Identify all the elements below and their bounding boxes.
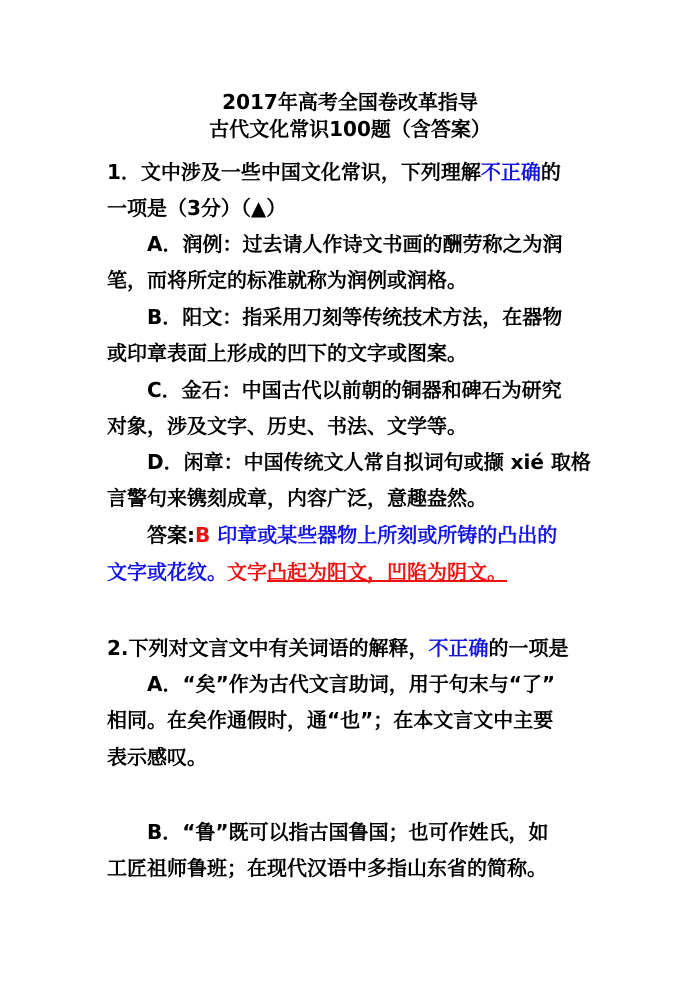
- q1-option-b-line2: 或印章表面上形成的凹下的文字或图案。: [107, 341, 467, 365]
- q1-stem-line2: 一项是（3分）（▲）: [107, 196, 287, 220]
- q1-answer-note-underlined: 凸起为阳文，凹陷为阴文。: [267, 560, 507, 584]
- document-title-line1: 2017年高考全国卷改革指导: [222, 90, 478, 114]
- q1-stem-emphasis: 不正确: [480, 160, 541, 184]
- q2-stem-line1: [107, 634, 569, 662]
- q1-option-a-line2: 笔，而将所定的标准就称为润例或润格。: [107, 268, 467, 292]
- q1-stem-text: 1．文中涉及一些中国文化常识，下列理解: [107, 160, 481, 184]
- q1-answer-line1: [147, 521, 557, 549]
- q2-stem-text: 2.下列对文言文中有关词语的解释，: [107, 636, 429, 660]
- q1-option-d-line1: [147, 448, 591, 476]
- q1-answer-explanation: 印章或某些器物上所刻或所铸的凸出的: [210, 523, 558, 547]
- q1-option-b-line1: B．阳文：指采用刀刻等传统技术方法，在器物: [147, 305, 563, 329]
- q1-stem-line1: [107, 158, 561, 186]
- q2-option-a-line1: A．“矣”作为古代文言助词，用于句末与“了”: [147, 672, 556, 696]
- q1-option-d-line2: 言警句来镌刻成章，内容广泛，意趣盎然。: [107, 486, 487, 510]
- document-title-line2: 古代文化常识100题（含答案）: [209, 117, 491, 141]
- q1-answer-explanation-cont: 文字或花纹。: [107, 560, 227, 584]
- q2-option-a-line3: 表示感叹。: [107, 745, 207, 769]
- q1-option-c-line1: C．金石：中国古代以前朝的铜器和碑石为研究: [147, 378, 562, 402]
- q2-option-b-line2: 工匠祖师鲁班；在现代汉语中多指山东省的简称。: [107, 856, 547, 880]
- q2-option-a-line2: 相同。在矣作通假时，通“也”；在本文言文中主要: [107, 708, 554, 732]
- q2-option-b-line1: B．“鲁”既可以指古国鲁国；也可作姓氏，如: [147, 820, 549, 844]
- q1-option-d-pinyin: xié: [510, 450, 544, 474]
- q1-answer-note: 文字: [227, 560, 267, 584]
- q1-option-d-text: D．闲章：中国传统文人常自拟词句或撷: [147, 450, 504, 474]
- q2-stem-end: 的一项是: [488, 636, 569, 660]
- q1-answer-label: 答案:: [147, 523, 195, 547]
- q2-stem-emphasis: 不正确: [428, 636, 489, 660]
- q1-answer-key: B: [195, 523, 211, 547]
- q1-option-d-text-end: 取格: [550, 450, 591, 474]
- q1-option-c-line2: 对象，涉及文字、历史、书法、文学等。: [107, 414, 467, 438]
- q1-answer-line2: [107, 558, 507, 586]
- q1-option-a-line1: A．润例：过去请人作诗文书画的酬劳称之为润: [147, 232, 563, 256]
- q1-stem-end: 的: [540, 160, 561, 184]
